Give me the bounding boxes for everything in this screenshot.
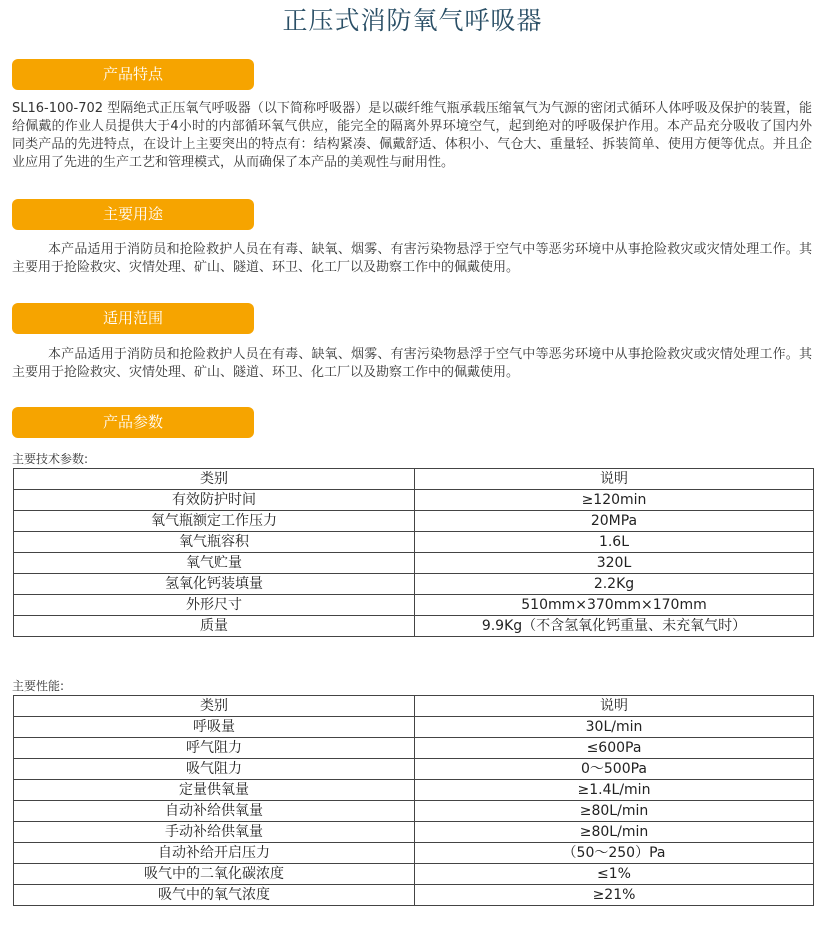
row-value: 30L/min (415, 717, 814, 738)
row-value: 20MPa (415, 511, 814, 532)
table-row (14, 616, 814, 637)
row-label: 有效防护时间 (14, 490, 415, 511)
row-value: 510mm×370mm×170mm (415, 595, 814, 616)
row-label: 氧气贮量 (14, 553, 415, 574)
perf-table-caption: 主要性能: (12, 679, 65, 693)
row-value: 0～500Pa (415, 759, 814, 780)
column-header-description: 说明 (415, 696, 814, 717)
row-value: 320L (415, 553, 814, 574)
section-heading-scope: 适用范围 (12, 303, 254, 334)
table-row (14, 490, 814, 511)
row-label: 质量 (14, 616, 415, 637)
table-row (14, 553, 814, 574)
row-label: 呼吸量 (14, 717, 415, 738)
row-label: 氧气瓶额定工作压力 (14, 511, 415, 532)
row-label: 定量供氧量 (14, 780, 415, 801)
table-row (14, 574, 814, 595)
column-header-description: 说明 (415, 469, 814, 490)
table-row (14, 759, 814, 780)
scope-paragraph: 本产品适用于消防员和抢险救护人员在有毒、缺氧、烟雾、有害污染物悬浮于空气中等恶劣环境中从事抢险救灾或灾情处理工作。其主要用于抢险救灾、灾情处理、矿山、隧道、环卫、化工厂以及勘察工作中的佩戴使用。 (12, 347, 812, 380)
table-row (14, 532, 814, 553)
features-paragraph: SL16-100-702 型隔绝式正压氧气呼吸器（以下简称呼吸器）是以碳纤维气瓶承载压缩氧气为气源的密闭式循环人体呼吸及保护的装置，能给佩戴的作业人员提供大于4小时的内部循环氧气供应，能完全的隔离外界环境空气，起到绝对的呼吸保护作用。本产品充分吸收了国内外同类产品的先进特点，在设计上主要突出的特点有：结构紧凑、佩戴舒适、体积小、气仓大、重量轻、拆装简单、使用方便等优点。并且企业应用了先进的生产工艺和管理模式，从而确保了本产品的美观性与耐用性。 (12, 101, 812, 170)
table-row (14, 511, 814, 532)
row-value: ≥1.4L/min (415, 780, 814, 801)
section-heading-usage: 主要用途 (12, 199, 254, 230)
page-title: 正压式消防氧气呼吸器 (282, 6, 543, 35)
row-label: 氢氧化钙装填量 (14, 574, 415, 595)
table-header-row (14, 469, 814, 490)
tech-table-caption: 主要技术参数: (12, 452, 89, 466)
section-heading-params: 产品参数 (12, 407, 254, 438)
table-row (14, 885, 814, 906)
performance-table (13, 695, 814, 906)
row-label: 吸气中的二氧化碳浓度 (14, 864, 415, 885)
row-value: （50～250）Pa (415, 843, 814, 864)
table-row (14, 822, 814, 843)
row-value: 1.6L (415, 532, 814, 553)
table-row (14, 843, 814, 864)
row-value: ≤1% (415, 864, 814, 885)
table-header-row (14, 696, 814, 717)
row-value: 2.2Kg (415, 574, 814, 595)
row-label: 自动补给供氧量 (14, 801, 415, 822)
row-value: ≤600Pa (415, 738, 814, 759)
tech-spec-table (13, 468, 814, 637)
row-label: 呼气阻力 (14, 738, 415, 759)
table-row (14, 595, 814, 616)
table-row (14, 717, 814, 738)
row-value: ≥80L/min (415, 822, 814, 843)
column-header-category: 类别 (14, 469, 415, 490)
table-row (14, 738, 814, 759)
usage-paragraph: 本产品适用于消防员和抢险救护人员在有毒、缺氧、烟雾、有害污染物悬浮于空气中等恶劣环境中从事抢险救灾或灾情处理工作。其主要用于抢险救灾、灾情处理、矿山、隧道、环卫、化工厂以及勘察工作中的佩戴使用。 (12, 242, 812, 275)
section-heading-features: 产品特点 (12, 59, 254, 90)
row-label: 吸气中的氧气浓度 (14, 885, 415, 906)
row-value: ≥21% (415, 885, 814, 906)
row-value: 9.9Kg（不含氢氧化钙重量、未充氧气时） (415, 616, 814, 637)
row-label: 吸气阻力 (14, 759, 415, 780)
row-value: ≥120min (415, 490, 814, 511)
row-label: 氧气瓶容积 (14, 532, 415, 553)
row-label: 外形尺寸 (14, 595, 415, 616)
table-row (14, 801, 814, 822)
column-header-category: 类别 (14, 696, 415, 717)
row-label: 手动补给供氧量 (14, 822, 415, 843)
row-value: ≥80L/min (415, 801, 814, 822)
table-row (14, 864, 814, 885)
row-label: 自动补给开启压力 (14, 843, 415, 864)
table-row (14, 780, 814, 801)
